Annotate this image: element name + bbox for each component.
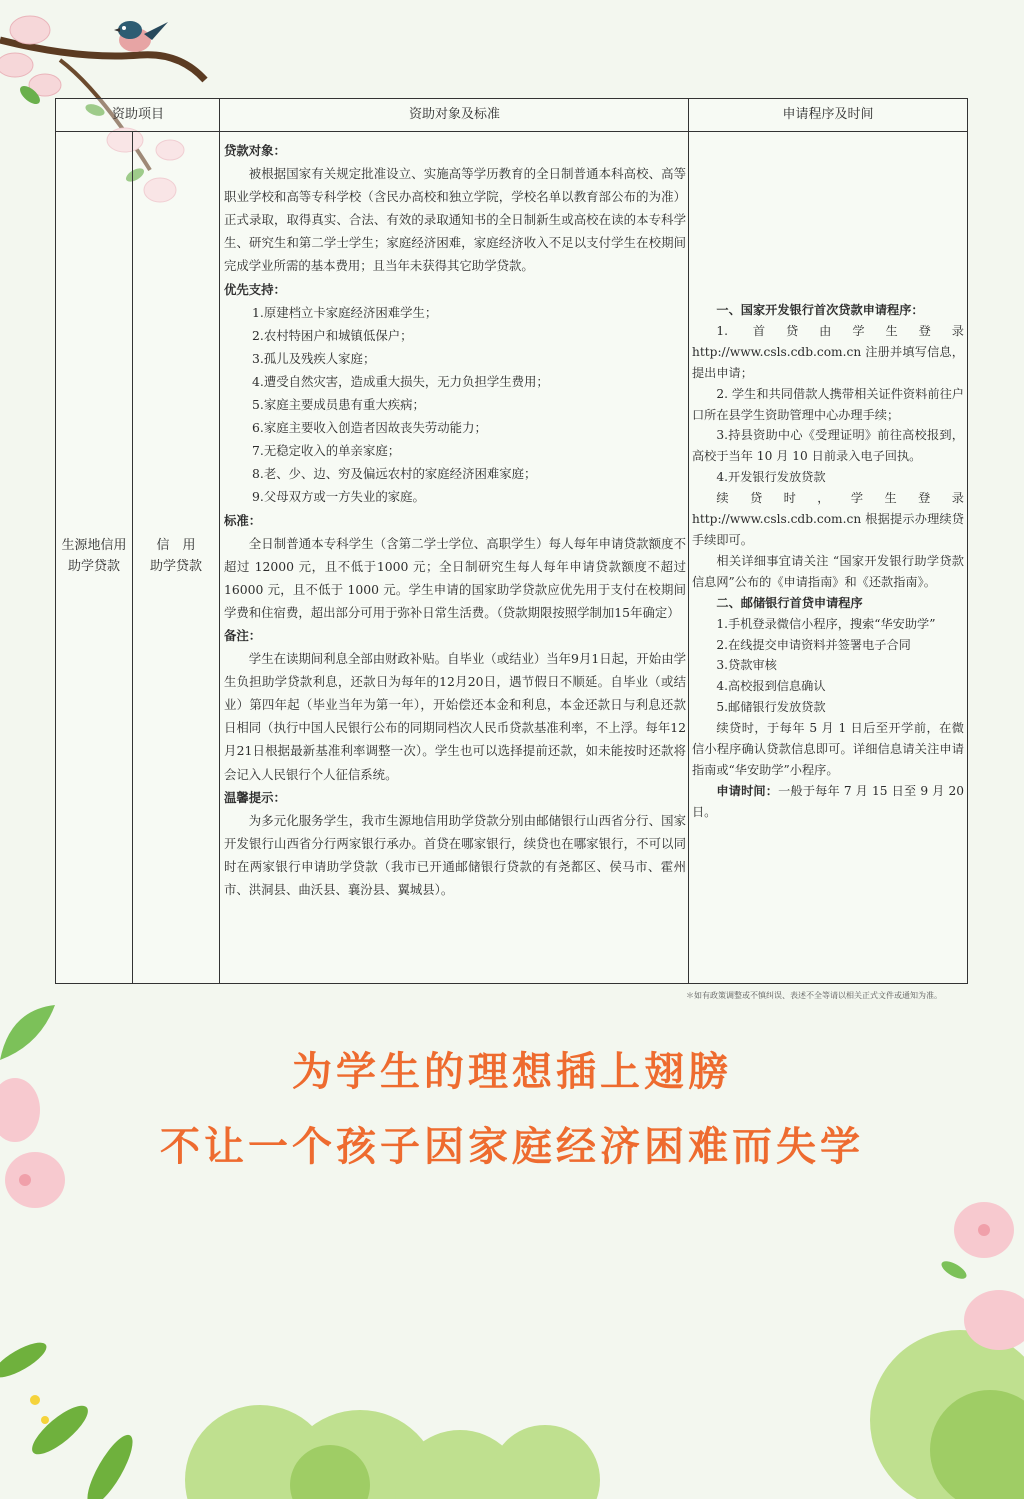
subitem-cell: [133, 535, 219, 577]
psbc-step: 3.贷款审核: [716, 658, 777, 673]
priority-item: 7.无稳定收入的单亲家庭；: [252, 443, 401, 459]
psbc-step: 4.高校报到信息确认: [716, 679, 826, 694]
header-target-standard: 资助对象及标准: [408, 107, 500, 122]
psbc-step: 续贷时，于每年 5 月 1 日后至开学前，在微信小程序确认贷款信息即可。详细信息请关注申请指南或“华安助学”小程序。: [692, 721, 964, 777]
priority-item: 8.老、少、边、穷及偏远农村的家庭经济困难家庭；: [252, 466, 537, 482]
footnote: ＊如有政策调整或不慎纠误、表述不全等请以相关正式文件或通知为准。: [686, 991, 942, 1000]
cdb-step: 续贷时，学生登录 http://www.csls.cdb.com.cn 根据提示办理续贷手续即可。: [692, 491, 964, 547]
bird-illustration: [100, 8, 170, 64]
green-hills-decoration: [0, 1280, 1024, 1499]
priority-item: 3.孤儿及残疾人家庭；: [252, 350, 376, 366]
standard-text: 全日制普通本专科学生（含第二学士学位、高职学生）每人每年申请贷款额度不超过 12000 元，且不低于1000 元；全日制研究生每人每年申请贷款额度不超过 16000 元，且不低于 1000 元。学生申请的国家助学贷款应优先用于支付在校期间学费和住宿费，超出部分可用于弥补日常生活费。（贷款期限按照学制加15年确定）: [224, 535, 686, 620]
subitem-line: 助学贷款: [149, 559, 202, 574]
psbc-heading: 二、邮储银行首贷申请程序: [716, 595, 863, 610]
priority-item: 6.家庭主要收入创造者因故丧失劳动能力；: [252, 420, 487, 436]
psbc-step: 1.手机登录微信小程序，搜索“华安助学”: [716, 616, 936, 631]
psbc-step: 5.邮储银行发放贷款: [716, 700, 826, 715]
header-procedure-time: 申请程序及时间: [782, 107, 874, 122]
category-cell: [56, 535, 132, 577]
header-aid-item: 资助项目: [111, 107, 164, 122]
divider: [688, 99, 689, 983]
cdb-step: 1. 首贷由学生登录 http://www.csls.cdb.com.cn 注册并填写信息，提出申请；: [692, 323, 964, 380]
cdb-step: 2. 学生和共同借款人携带相关证件资料前往户口所在县学生资助管理中心办理手续；: [692, 386, 964, 422]
remark-heading: 备注：: [224, 627, 262, 643]
flower-decoration-right: [914, 1180, 1024, 1360]
table-header-row: [56, 99, 967, 132]
priority-heading: 优先支持：: [224, 281, 286, 297]
cdb-step: 4.开发银行发放贷款: [716, 470, 826, 485]
tip-text: 为多元化服务学生，我市生源地信用助学贷款分别由邮储银行山西省分行、国家开发银行山西省分行两家银行承办。首贷在哪家银行，续贷也在哪家银行，不可以同时在两家银行申请助学贷款（我市已开通邮储银行贷款的有尧都区、侯马市、霍州市、洪洞县、曲沃县、襄汾县、翼城县）。: [224, 812, 686, 897]
priority-item: 5.家庭主要成员患有重大疾病；: [252, 397, 425, 413]
loan-target-text: 被根据国家有关规定批准设立、实施高等学历教育的全日制普通本科高校、高等职业学校和高等专科学校（含民办高校和独立学院，学校名单以教育部公布的为准）正式录取，取得真实、合法、有效的录取通知书的全日制新生或高校在读的本专科学生、研究生和第二学士学生；家庭经济困难，家庭经济收入不足以支付学生在校期间完成学业所需的基本费用；且当年未获得其它助学贷款。: [224, 166, 686, 274]
divider: [219, 99, 220, 983]
category-line: 生源地信用: [61, 538, 127, 553]
procedure-content: [692, 300, 964, 823]
tip-heading: 温馨提示：: [224, 789, 286, 805]
priority-item: 1.原建档立卡家庭经济困难学生；: [252, 304, 438, 320]
loan-target-heading: 贷款对象：: [224, 143, 286, 158]
target-standard-content: [224, 139, 686, 901]
priority-item: 9.父母双方或一方失业的家庭。: [252, 489, 425, 505]
cdb-step: 3.持县资助中心《受理证明》前往高校报到，高校于当年 10 月 10 日前录入电子回执。: [692, 428, 964, 464]
priority-item: 2.农村特困户和城镇低保户；: [252, 327, 413, 343]
slogan-line-1: 为学生的理想插上翅膀: [292, 1049, 732, 1095]
cdb-step: 相关详细事宜请关注 “国家开发银行助学贷款信息网”公布的《申请指南》和《还款指南》。: [692, 553, 964, 589]
category-line: 助学贷款: [67, 559, 120, 574]
priority-item: 4.遭受自然灾害，造成重大损失，无力负担学生费用；: [252, 373, 549, 389]
aid-table: [55, 98, 968, 984]
time-label: 申请时间：: [716, 783, 779, 798]
subitem-line: 信 用: [156, 538, 196, 553]
standard-heading: 标准：: [224, 512, 262, 528]
remark-text: 学生在读期间利息全部由财政补贴。自毕业（或结业）当年9月1日起，开始由学生负担助学贷款利息，还款日为每年的12月20日，遇节假日不顺延。自毕业（或结业）第四年起（毕业当年为第一年），开始偿还本金和利息，本金还款日与利息还款日相同（执行中国人民银行公布的同期同档次人民币贷款基准利率，不上浮。每年12月21日根据最新基准利率调整一次）。学生也可以选择提前还款，如未能按时还款将会记入人民银行个人征信系统。: [224, 651, 686, 782]
time-text: 一般于每年 7 月 15 日至 9 月 20 日。: [692, 783, 964, 819]
slogan-line-2: 不让一个孩子因家庭经济困难而失学: [160, 1124, 864, 1170]
application-time: [692, 781, 964, 823]
cdb-heading: 一、国家开发银行首次贷款申请程序：: [716, 303, 924, 317]
psbc-step: 2.在线提交申请资料并签署电子合同: [716, 637, 911, 652]
